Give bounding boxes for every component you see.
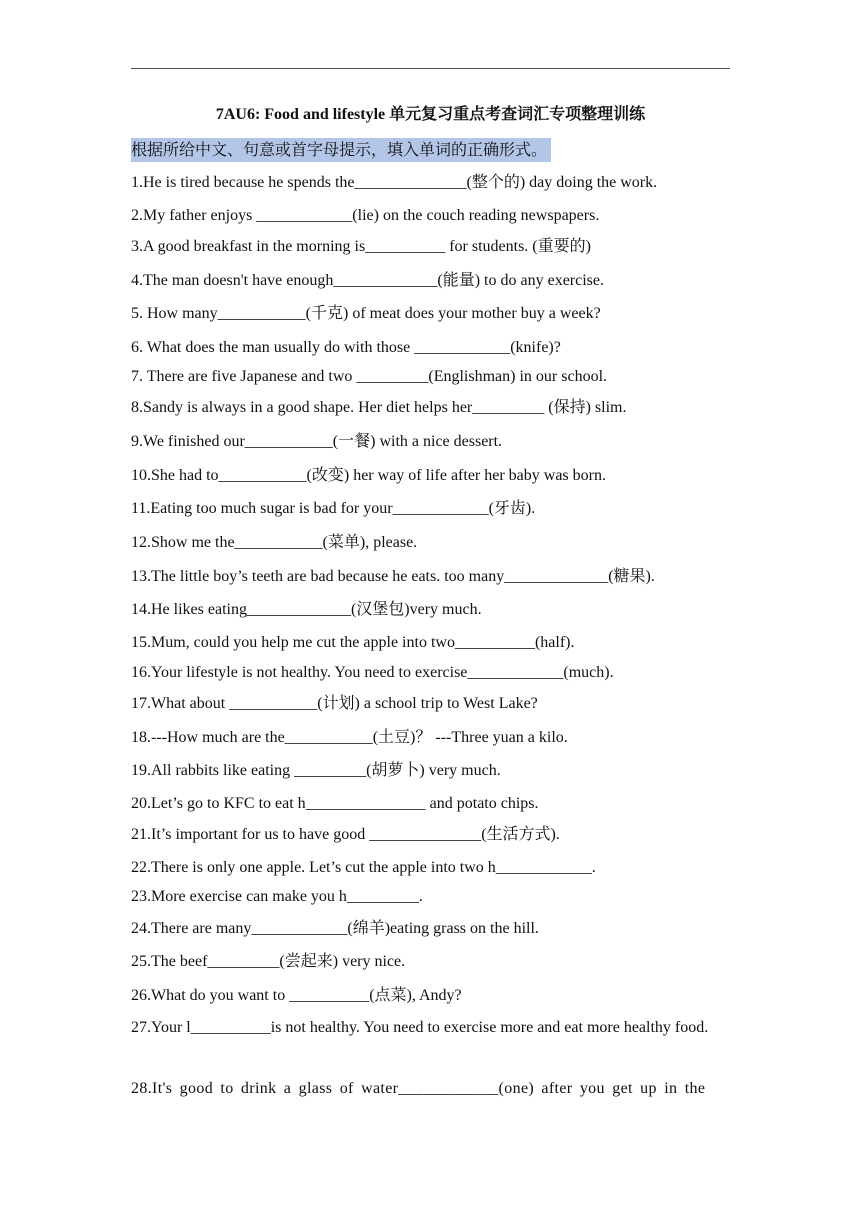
question-24: 24.There are many____________(绵羊)eating grass on the hill. <box>131 920 539 937</box>
question-22: 22.There is only one apple. Let’s cut the apple into two h____________. <box>131 859 596 876</box>
question-12: 12.Show me the___________(菜单), please. <box>131 534 418 551</box>
question-7: 7. There are five Japanese and two _________(Englishman) in our school. <box>131 368 608 385</box>
question-23: 23.More exercise can make you h_________. <box>131 888 423 905</box>
question-26: 26.What do you want to __________(点菜), Andy? <box>131 987 462 1004</box>
question-9: 9.We finished our___________(一餐) with a nice dessert. <box>131 433 503 450</box>
worksheet-title: 7AU6: Food and lifestyle 单元复习重点考查词汇专项整理训练 <box>215 106 646 123</box>
question-14: 14.He likes eating_____________(汉堡包)very much. <box>131 601 482 618</box>
question-27: 27.Your l__________is not healthy. You need to exercise more and eat more healthy food. <box>131 1019 709 1036</box>
question-16: 16.Your lifestyle is not healthy. You need to exercise____________(much). <box>131 664 614 681</box>
question-2: 2.My father enjoys ____________(lie) on the couch reading newspapers. <box>131 207 600 224</box>
question-3: 3.A good breakfast in the morning is__________ for students. (重要的) <box>131 238 591 255</box>
question-19: 19.All rabbits like eating _________(胡萝卜) very much. <box>131 762 501 779</box>
question-21: 21.It’s important for us to have good ______________(生活方式). <box>131 826 560 843</box>
question-11: 11.Eating too much sugar is bad for your____________(牙齿). <box>131 500 536 517</box>
question-25: 25.The beef_________(尝起来) very nice. <box>131 953 406 970</box>
question-10: 10.She had to___________(改变) her way of life after her baby was born. <box>131 467 606 484</box>
instruction-banner: 根据所给中文、句意或首字母提示，填入单词的正确形式。 <box>131 138 551 162</box>
question-1: 1.He is tired because he spends the______________(整个的) day doing the work. <box>131 174 658 191</box>
question-20: 20.Let’s go to KFC to eat h_______________ and potato chips. <box>131 795 539 812</box>
question-17: 17.What about ___________(计划) a school trip to West Lake? <box>131 695 538 712</box>
question-8: 8.Sandy is always in a good shape. Her diet helps her_________ (保持) slim. <box>131 399 627 416</box>
header-rule <box>131 68 730 69</box>
question-15: 15.Mum, could you help me cut the apple into two__________(half). <box>131 634 575 651</box>
question-13: 13.The little boy’s teeth are bad because he eats. too many_____________(糖果). <box>131 568 655 585</box>
question-6: 6. What does the man usually do with those ____________(knife)? <box>131 339 561 356</box>
question-5: 5. How many___________(千克) of meat does your mother buy a week? <box>131 305 601 322</box>
question-28: 28.It's good to drink a glass of water____________(one) after you get up in the <box>131 1080 706 1097</box>
question-4: 4.The man doesn't have enough_____________(能量) to do any exercise. <box>131 272 604 289</box>
question-18: 18.---How much are the___________(土豆)？ ---Three yuan a kilo. <box>131 729 568 746</box>
